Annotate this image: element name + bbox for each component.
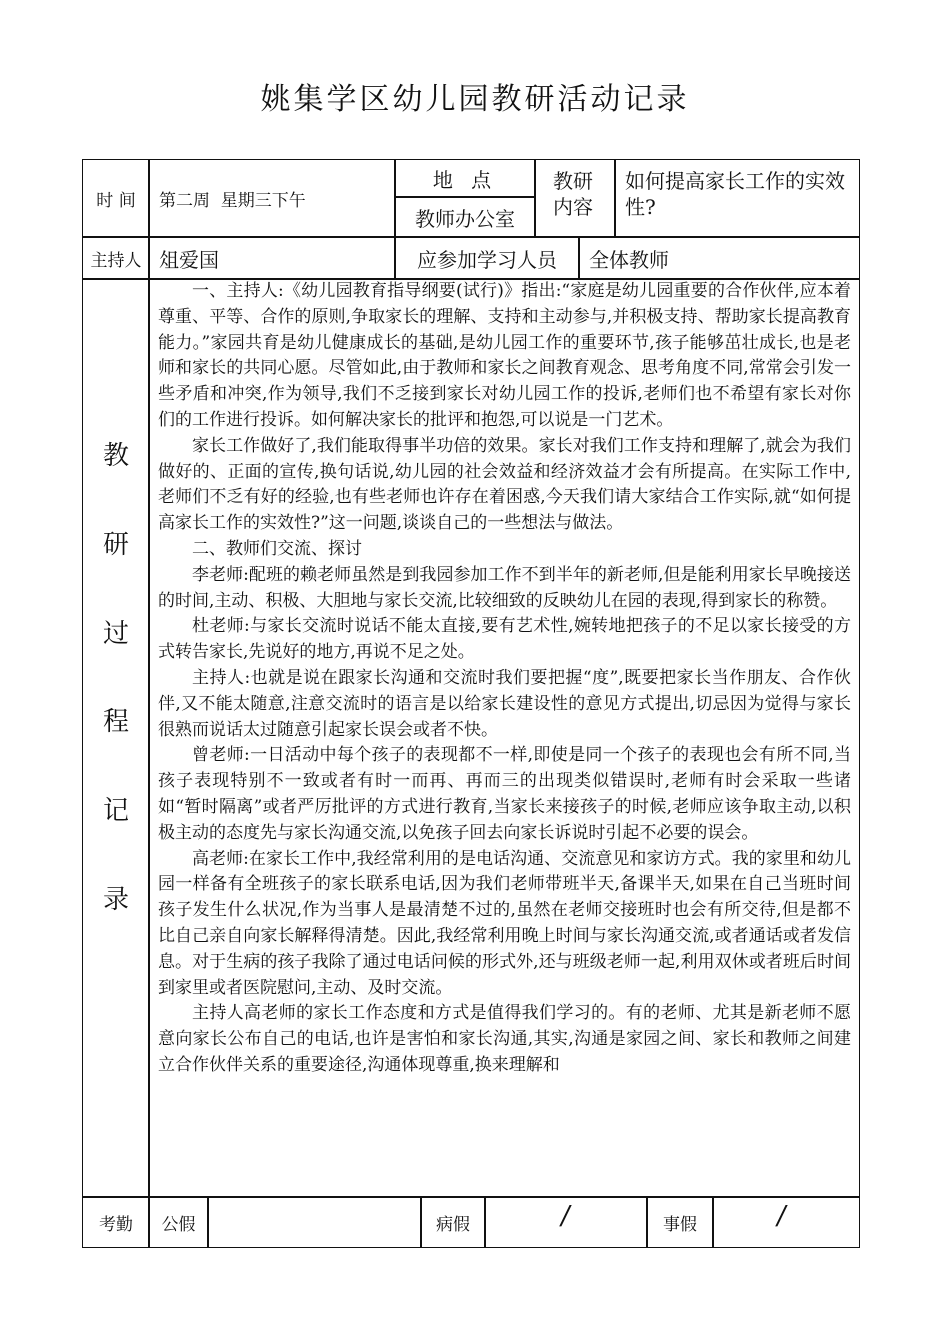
attendees-label: 应参加学习人员 bbox=[417, 247, 557, 272]
paragraph: 主持人:也就是说在跟家长沟通和交流时我们要把握“度”,既要把家长当作朋友、合作伙伴,又不能太随意,注意交流时的语言是以给家长建设性的意见方式提出,切忌因为觉得与家长很熟而说话太过随意引起家长误会或者不快。 bbox=[158, 667, 851, 740]
time-value: 第二周 星期三下午 bbox=[159, 191, 306, 211]
process-label-cell bbox=[82, 278, 150, 1198]
process-label-char: 录 bbox=[102, 885, 129, 916]
personal-leave-label: 事假 bbox=[663, 1214, 697, 1235]
time-label: 时 间 bbox=[96, 191, 136, 211]
paragraph: 主持人高老师的家长工作态度和方式是值得我们学习的。有的老师、尤其是新老师不愿意向家长公布自己的电话,也许是害怕和家长沟通,其实,沟通是家园之间、家长和教师之间建立合作伙伴关系的重要途径,沟通体现尊重,换来理解和 bbox=[158, 1003, 851, 1075]
content-value: 如何提高家长工作的实效性? bbox=[625, 169, 845, 219]
personal-leave-label-cell bbox=[646, 1196, 714, 1248]
place-label: 地 点 bbox=[432, 168, 498, 192]
attendance-label: 考勤 bbox=[99, 1214, 133, 1235]
official-leave-label: 公假 bbox=[161, 1214, 196, 1235]
place-value: 教师办公室 bbox=[415, 206, 515, 231]
attendees-value: 全体教师 bbox=[589, 247, 669, 272]
content-value-cell bbox=[614, 159, 860, 238]
process-label-char: 研 bbox=[102, 529, 129, 560]
process-label-char: 过 bbox=[102, 618, 129, 649]
process-label-char: 程 bbox=[102, 707, 129, 738]
place-value-cell bbox=[394, 196, 536, 238]
sick-leave-label-cell bbox=[420, 1196, 486, 1248]
content-label-cell bbox=[534, 159, 616, 238]
paragraph: 二、教师们交流、探讨 bbox=[192, 538, 362, 559]
process-label-char: 记 bbox=[102, 796, 129, 827]
process-label-char: 教 bbox=[102, 440, 129, 471]
paragraph: 家长工作做好了,我们能取得事半功倍的效果。家长对我们工作支持和理解了,就会为我们做好的、正面的宣传,换句话说,幼儿园的社会效益和经济效益才会有所提高。在实际工作中,老师们不乏有好的经验,也有些老师也许存在着困惑,今天我们请大家结合工作实际,就“如何提高家长工作的实效性?”这一问题,谈谈自己的一些想法与做法。 bbox=[158, 435, 851, 534]
paragraph: 高老师:在家长工作中,我经常利用的是电话沟通、交流意见和家访方式。我的家里和幼儿园一样备有全班孩子的家长联系电话,因为我们老师带班半天,备课半天,如果在自己当班时间孩子发生什么状况,作为当事人是最清楚不过的,虽然在老师交接班时也会有所交待,但是都不比自己亲自向家长解释得清楚。因此,我经常利用晚上时间与家长沟通交流,或者通话或者发信息。对于生病的孩子我除了通过电话问候的形式外,还与班级老师一起,利用双休或者班后时间到家里或者医院慰问,主动、及时交流。 bbox=[158, 848, 851, 998]
host-value-cell bbox=[148, 236, 396, 280]
paragraph: 杜老师:与家长交流时说话不能太直接,要有艺术性,婉转地把孩子的不足以家长接受的方式转告家长,先说好的地方,再说不足之处。 bbox=[158, 616, 851, 663]
host-value: 俎爱国 bbox=[159, 247, 219, 272]
official-leave-label-cell bbox=[148, 1196, 209, 1248]
paragraph: 李老师:配班的赖老师虽然是到我园参加工作不到半年的新老师,但是能利用家长早晚接送的时间,主动、积极、大胆地与家长交流,比较细致的反映幼儿在园的表现,得到家长的称赞。 bbox=[158, 564, 851, 611]
official-leave-value-cell bbox=[207, 1196, 422, 1248]
attendance-label-cell bbox=[82, 1196, 150, 1248]
paragraph: 一、主持人:《幼儿园教育指导纲要(试行)》指出:“家庭是幼儿园重要的合作伙伴,应本着尊重、平等、合作的原则,争取家长的理解、支持和主动参与,并积极支持、帮助家长提高教育能力。”家园共育是幼儿健康成长的基础,是幼儿园工作的重要环节,孩子能够茁壮成长,也是老师和家长的共同心愿。尽管如此,由于教师和家长之间教育观念、思考角度不同,常常会引发一些矛盾和冲突,作为领导,我们不乏接到家长对幼儿园工作的投诉,老师们也不希望有家长对你们的工作进行投诉。如何解决家长的批评和抱怨,可以说是一门艺术。 bbox=[158, 281, 851, 430]
attendees-label-cell bbox=[394, 236, 580, 280]
time-label-cell bbox=[82, 159, 150, 238]
sick-leave-value: / bbox=[558, 1201, 573, 1231]
host-label-cell bbox=[82, 236, 150, 280]
paragraph: 曾老师:一日活动中每个孩子的表现都不一样,即使是同一个孩子的表现也会有所不同,当孩子表现特别不一致或者有时一而再、再而三的出现类似错误时,老师有时会采取一些诸如“暂时隔离”或者严厉批评的方式进行教育,当家长来接孩子的时候,老师应该争取主动,以积极主动的态度先与家长沟通交流,以免孩子回去向家长诉说时引起不必要的误会。 bbox=[158, 745, 851, 843]
sick-leave-value-cell bbox=[484, 1196, 648, 1248]
time-value-cell bbox=[148, 159, 396, 238]
place-label-cell bbox=[394, 159, 536, 198]
content-label: 教研内容 bbox=[553, 169, 593, 219]
attendees-value-cell bbox=[578, 236, 860, 280]
personal-leave-value-cell bbox=[712, 1196, 860, 1248]
personal-leave-value: / bbox=[774, 1201, 789, 1231]
host-label: 主持人 bbox=[90, 250, 142, 271]
sick-leave-label: 病假 bbox=[436, 1214, 470, 1235]
process-record-body bbox=[148, 278, 860, 1198]
page-title: 姚集学区幼儿园教研活动记录 bbox=[260, 82, 690, 117]
